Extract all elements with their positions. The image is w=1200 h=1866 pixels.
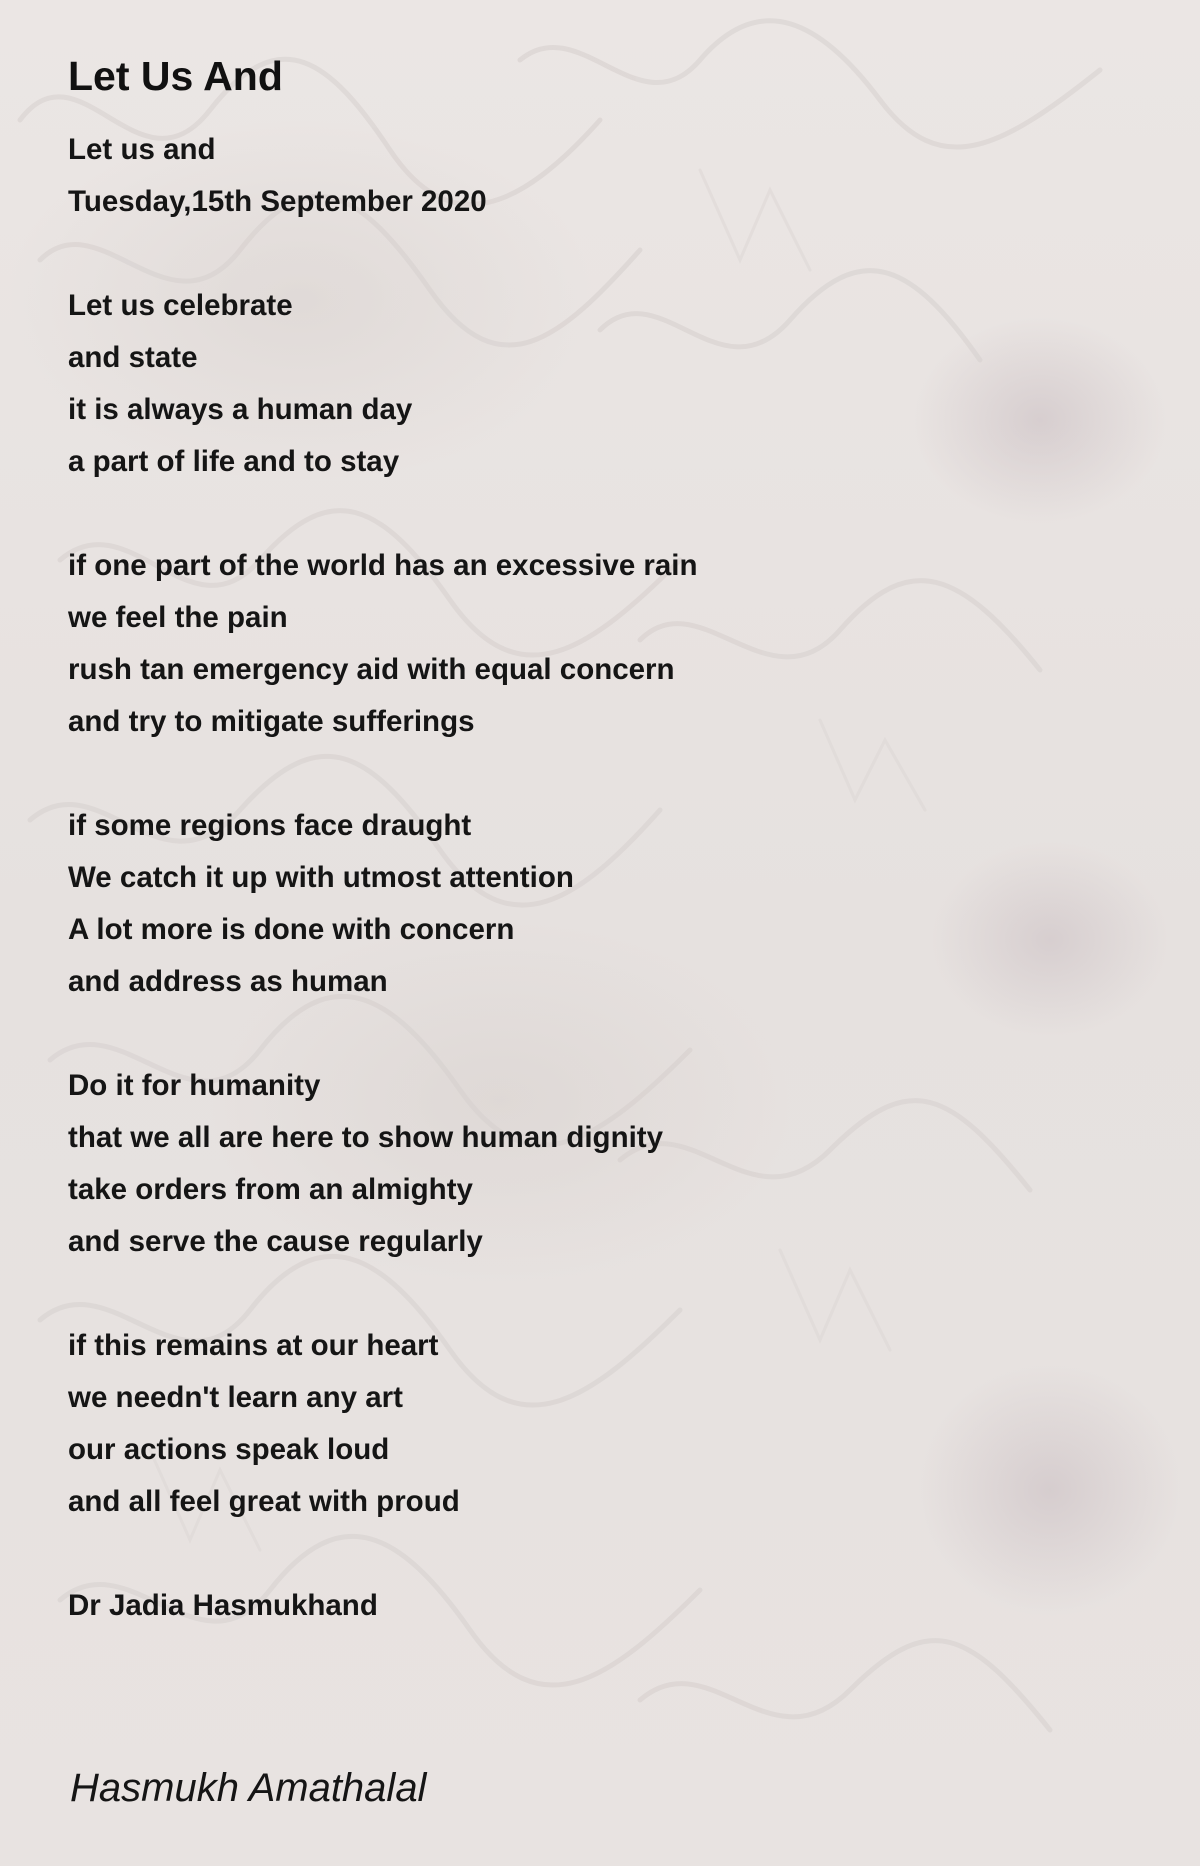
poem-container bbox=[68, 50, 1128, 1632]
poem-body: Let us and Tuesday,15th September 2020 Let us celebrate and state it is always a human day a part of life and to stay if one part of the world has an excessive rain we feel the pain rush tan emergency aid with equal concern and try to mitigate sufferings if some regions face draught We catch it up with utmost attention A lot more is done with concern and address as human Do it for humanity that we all are here to show human dignity take orders from an almighty and serve the cause regularly if this remains at our heart we needn't learn any art our actions speak loud and all feel great with proud Dr Jadia Hasmukhand bbox=[68, 133, 698, 1622]
poem-title: Let Us And bbox=[68, 53, 283, 99]
author-signature: Hasmukh Amathalal bbox=[70, 1766, 427, 1810]
